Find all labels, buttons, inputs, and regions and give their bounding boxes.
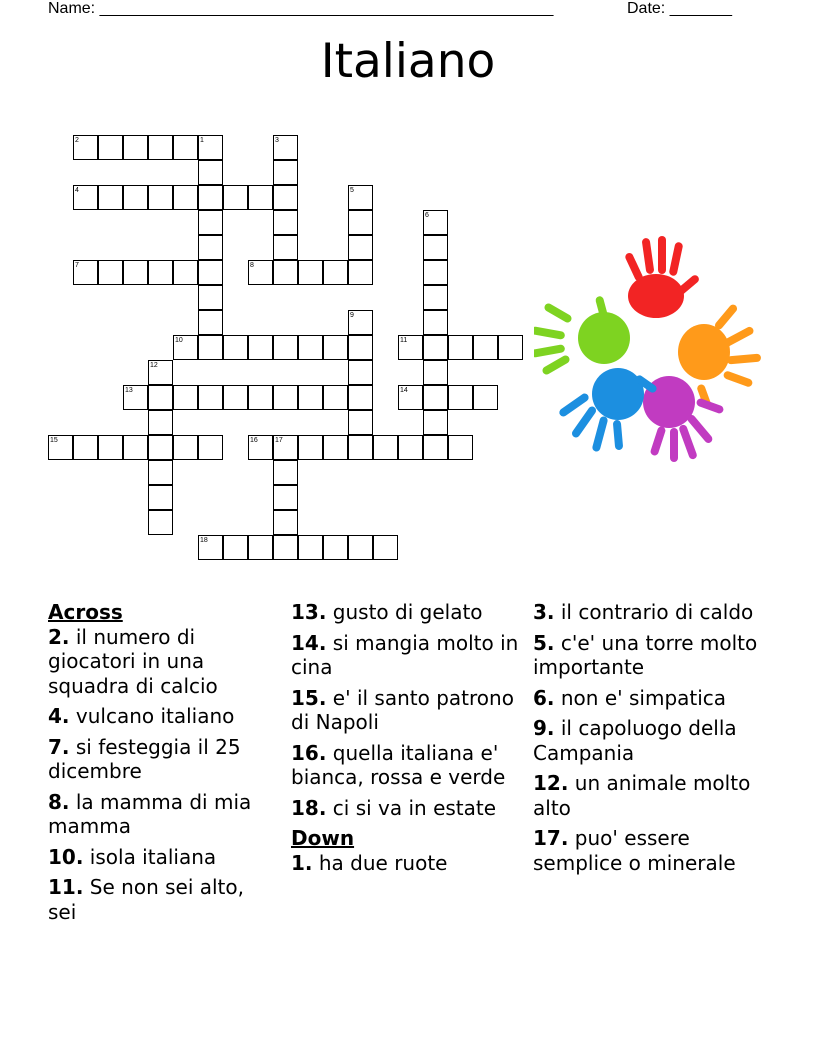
clue-number-8: 8 xyxy=(250,262,254,269)
clue-number-12: 12 xyxy=(150,362,158,369)
crossword-cell[interactable] xyxy=(298,435,323,460)
crossword-cell[interactable] xyxy=(123,435,148,460)
clue-across-4: 4. vulcano italiano xyxy=(48,704,235,728)
crossword-cell[interactable] xyxy=(348,435,373,460)
crossword-cell[interactable] xyxy=(348,360,373,385)
crossword-cell[interactable] xyxy=(348,210,373,235)
crossword-cell[interactable] xyxy=(148,185,173,210)
crossword-cell[interactable] xyxy=(148,135,173,160)
crossword-cell[interactable] xyxy=(273,185,298,210)
crossword-cell[interactable] xyxy=(273,460,298,485)
crossword-cell[interactable] xyxy=(423,360,448,385)
colorful-hands-icon xyxy=(534,234,770,466)
name-field-label: Name: ___________________________________________________ xyxy=(48,0,554,17)
crossword-cell[interactable] xyxy=(273,535,298,560)
clue-number-3: 3 xyxy=(275,137,279,144)
crossword-cell[interactable] xyxy=(98,135,123,160)
crossword-cell[interactable] xyxy=(173,135,198,160)
crossword-cell[interactable] xyxy=(273,510,298,535)
clue-number-14: 14 xyxy=(400,387,408,394)
crossword-cell[interactable] xyxy=(198,185,223,210)
crossword-cell[interactable] xyxy=(273,335,298,360)
clue-number-9: 9 xyxy=(350,312,354,319)
crossword-cell[interactable] xyxy=(373,535,398,560)
across-heading: Across xyxy=(48,600,123,624)
clue-number-2: 2 xyxy=(75,137,79,144)
crossword-cell[interactable] xyxy=(348,335,373,360)
clues-column-1 xyxy=(48,600,278,930)
date-field-label: Date: _______ xyxy=(627,0,732,17)
crossword-cell[interactable] xyxy=(448,385,473,410)
clue-across-8: 8. la mamma di mia mamma xyxy=(48,789,252,838)
clue-down-1: 1. ha due ruote xyxy=(291,850,448,875)
crossword-cell[interactable] xyxy=(323,335,348,360)
crossword-cell[interactable] xyxy=(198,260,223,285)
crossword-cell[interactable] xyxy=(423,235,448,260)
crossword-cell[interactable] xyxy=(398,435,423,460)
clue-down-3: 3. il contrario di caldo xyxy=(533,600,754,624)
crossword-cell[interactable] xyxy=(348,385,373,410)
clue-across-15: 15. e' il santo patrono di Napoli xyxy=(291,685,514,734)
crossword-cell[interactable] xyxy=(423,335,448,360)
crossword-cell[interactable] xyxy=(348,410,373,435)
crossword-cell[interactable] xyxy=(373,435,398,460)
crossword-cell[interactable] xyxy=(173,385,198,410)
crossword-cell[interactable] xyxy=(223,335,248,360)
clue-across-16: 16. quella italiana e' bianca, rossa e verde xyxy=(291,740,506,789)
crossword-cell[interactable] xyxy=(98,185,123,210)
crossword-cell[interactable] xyxy=(473,385,498,410)
crossword-cell[interactable] xyxy=(98,260,123,285)
crossword-cell[interactable] xyxy=(123,260,148,285)
crossword-cell[interactable] xyxy=(198,160,223,185)
crossword-cell[interactable] xyxy=(423,285,448,310)
crossword-cell[interactable] xyxy=(448,335,473,360)
clue-across-10: 10. isola italiana xyxy=(48,844,217,869)
clue-down-6: 6. non e' simpatica xyxy=(533,685,727,710)
clue-number-1: 1 xyxy=(200,137,204,144)
crossword-cell[interactable] xyxy=(273,160,298,185)
crossword-cell[interactable] xyxy=(173,260,198,285)
crossword-cell[interactable] xyxy=(123,185,148,210)
crossword-cell[interactable] xyxy=(248,535,273,560)
clue-across-2: 2. il numero di giocatori in una squadra di calcio xyxy=(48,624,218,698)
down-heading: Down xyxy=(291,826,355,850)
crossword-cell[interactable] xyxy=(298,535,323,560)
crossword-cell[interactable] xyxy=(148,460,173,485)
crossword-cell[interactable] xyxy=(198,435,223,460)
crossword-cell[interactable] xyxy=(173,185,198,210)
crossword-cell[interactable] xyxy=(98,435,123,460)
crossword-cell[interactable] xyxy=(273,260,298,285)
clue-down-17: 17. puo' essere semplice o minerale xyxy=(533,826,736,875)
crossword-cell[interactable] xyxy=(223,535,248,560)
clue-number-7: 7 xyxy=(75,262,79,269)
crossword-cell[interactable] xyxy=(223,185,248,210)
clue-number-16: 16 xyxy=(250,437,258,444)
crossword-cell[interactable] xyxy=(323,385,348,410)
clue-number-17: 17 xyxy=(275,437,283,444)
clue-down-12: 12. un animale molto alto xyxy=(533,771,751,820)
crossword-cell[interactable] xyxy=(323,435,348,460)
crossword-cell[interactable] xyxy=(423,260,448,285)
crossword-cell[interactable] xyxy=(248,385,273,410)
crossword-cell[interactable] xyxy=(198,385,223,410)
clues-column-2 xyxy=(291,600,523,881)
crossword-cell[interactable] xyxy=(248,185,273,210)
crossword-cell[interactable] xyxy=(298,260,323,285)
crossword-cell[interactable] xyxy=(348,535,373,560)
clues-column-3 xyxy=(533,600,773,881)
crossword-cell[interactable] xyxy=(423,385,448,410)
clue-number-18: 18 xyxy=(200,537,208,544)
clue-across-13: 13. gusto di gelato xyxy=(291,600,483,624)
crossword-cell[interactable] xyxy=(273,485,298,510)
clue-across-11: 11. Se non sei alto, sei xyxy=(48,875,244,924)
crossword-cell[interactable] xyxy=(198,335,223,360)
crossword-cell[interactable] xyxy=(248,335,273,360)
crossword-cell[interactable] xyxy=(273,210,298,235)
crossword-cell[interactable] xyxy=(323,535,348,560)
crossword-cell[interactable] xyxy=(448,435,473,460)
crossword-cell[interactable] xyxy=(348,235,373,260)
crossword-cell[interactable] xyxy=(223,385,248,410)
clue-number-13: 13 xyxy=(125,387,133,394)
clue-number-6: 6 xyxy=(425,212,429,219)
crossword-cell[interactable] xyxy=(498,335,523,360)
crossword-cell[interactable] xyxy=(348,260,373,285)
crossword-cell[interactable] xyxy=(298,385,323,410)
crossword-cell[interactable] xyxy=(73,435,98,460)
crossword-cell[interactable] xyxy=(198,310,223,335)
crossword-cell[interactable] xyxy=(473,335,498,360)
clue-number-10: 10 xyxy=(175,337,183,344)
crossword-cell[interactable] xyxy=(148,260,173,285)
clue-number-15: 15 xyxy=(50,437,58,444)
crossword-cell[interactable] xyxy=(148,435,173,460)
crossword-cell[interactable] xyxy=(148,410,173,435)
crossword-cell[interactable] xyxy=(198,235,223,260)
clue-across-14: 14. si mangia molto in cina xyxy=(291,630,519,679)
crossword-cell[interactable] xyxy=(148,510,173,535)
crossword-cell[interactable] xyxy=(148,485,173,510)
crossword-cell[interactable] xyxy=(148,385,173,410)
clue-down-5: 5. c'e' una torre molto importante xyxy=(533,630,758,679)
crossword-cell[interactable] xyxy=(423,310,448,335)
crossword-cell[interactable] xyxy=(423,410,448,435)
crossword-cell[interactable] xyxy=(123,135,148,160)
crossword-cell[interactable] xyxy=(198,210,223,235)
clue-across-18: 18. ci si va in estate xyxy=(291,795,497,820)
crossword-cell[interactable] xyxy=(323,260,348,285)
clue-number-4: 4 xyxy=(75,187,79,194)
crossword-cell[interactable] xyxy=(273,385,298,410)
crossword-cell[interactable] xyxy=(298,335,323,360)
crossword-cell[interactable] xyxy=(273,235,298,260)
clue-number-5: 5 xyxy=(350,187,354,194)
clue-number-11: 11 xyxy=(400,337,408,344)
clue-across-7: 7. si festeggia il 25 dicembre xyxy=(48,734,241,783)
crossword-cell[interactable] xyxy=(423,435,448,460)
clue-down-9: 9. il capoluogo della Campania xyxy=(533,716,737,765)
page-title: Italiano xyxy=(320,34,496,89)
crossword-cell[interactable] xyxy=(173,435,198,460)
crossword-cell[interactable] xyxy=(198,285,223,310)
